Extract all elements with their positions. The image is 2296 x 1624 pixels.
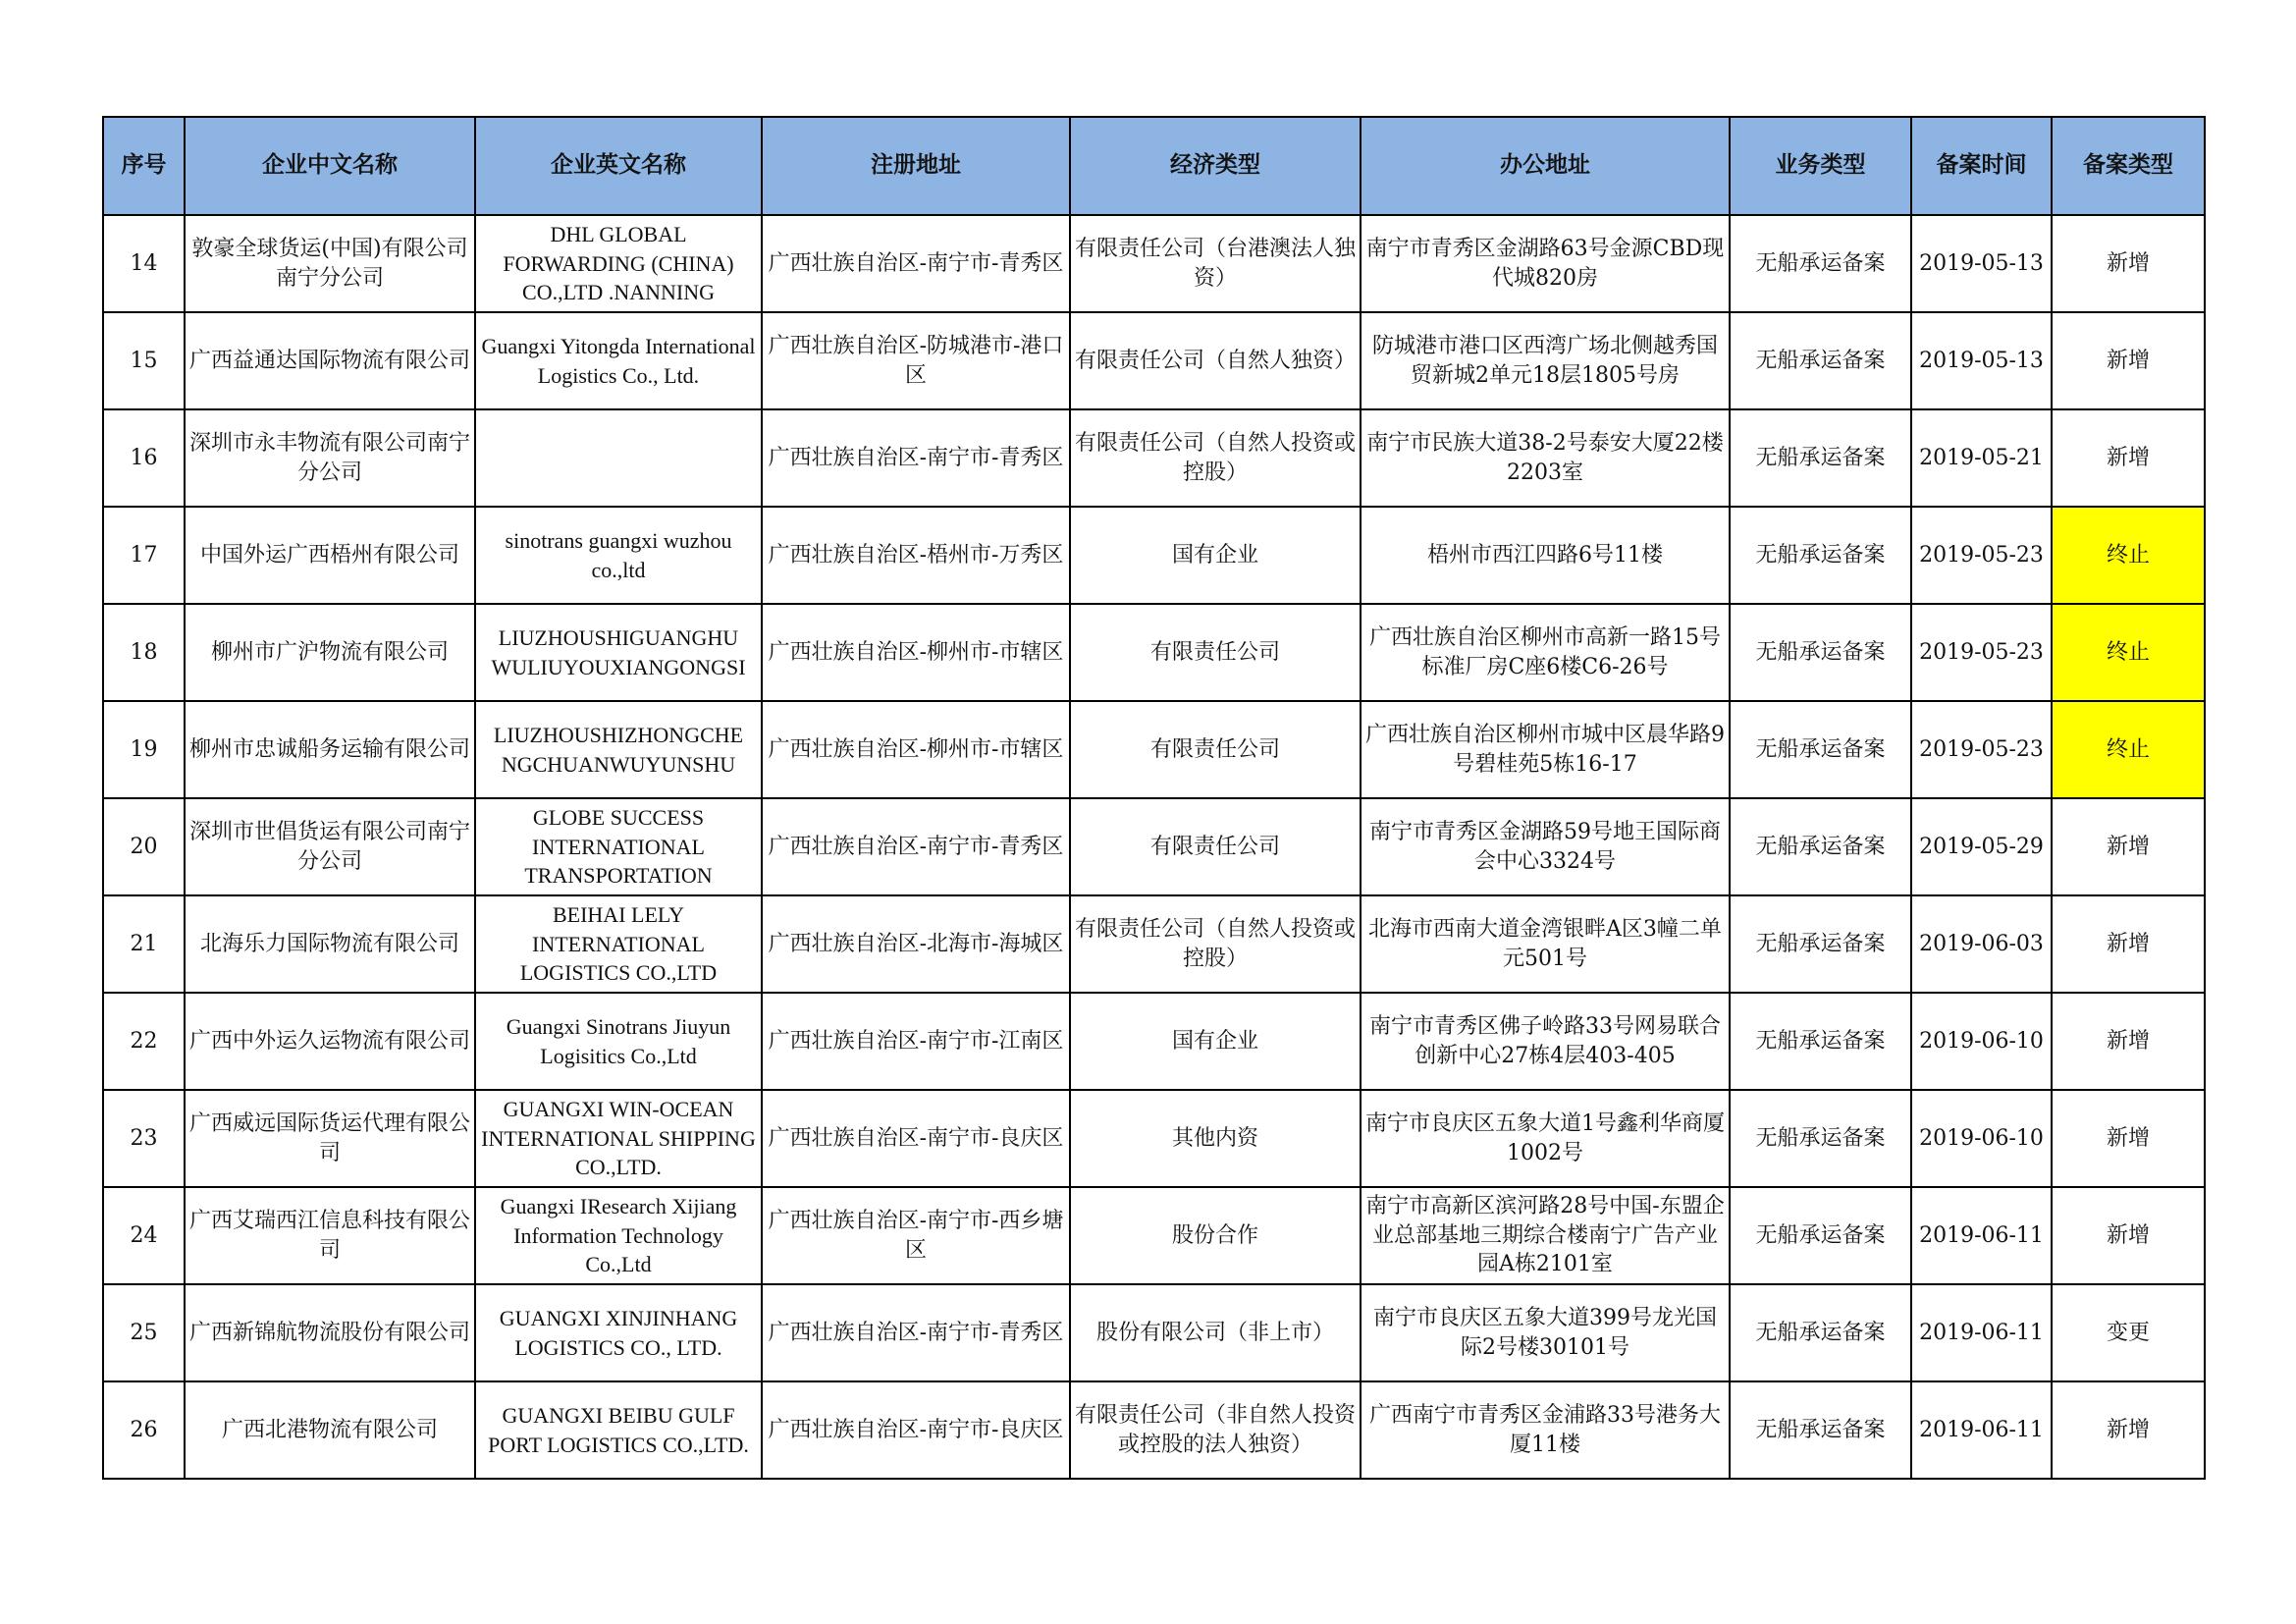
cell-econ-type: 有限责任公司（自然人投资或控股） — [1070, 895, 1361, 993]
cell-en-name: sinotrans guangxi wuzhou co.,ltd — [475, 507, 762, 604]
col-header-date: 备案时间 — [1911, 117, 2052, 215]
cell-reg-addr: 广西壮族自治区-南宁市-青秀区 — [762, 798, 1070, 895]
cell-reg-addr: 广西壮族自治区-南宁市-良庆区 — [762, 1090, 1070, 1187]
cell-filing-type: 新增 — [2052, 1090, 2205, 1187]
cell-office-addr: 南宁市青秀区金湖路59号地王国际商会中心3324号 — [1361, 798, 1730, 895]
cell-en-name: Guangxi Sinotrans Jiuyun Logisitics Co.,Ltd — [475, 993, 762, 1090]
cell-reg-addr: 广西壮族自治区-梧州市-万秀区 — [762, 507, 1070, 604]
table-row — [103, 1090, 2205, 1187]
cell-biz-type: 无船承运备案 — [1730, 1284, 1911, 1381]
table-row — [103, 993, 2205, 1090]
table-row — [103, 507, 2205, 604]
cell-filing-type: 新增 — [2052, 798, 2205, 895]
cell-date: 2019-05-13 — [1911, 312, 2052, 409]
cell-econ-type: 有限责任公司 — [1070, 798, 1361, 895]
col-header-biz-type: 业务类型 — [1730, 117, 1911, 215]
cell-office-addr: 南宁市青秀区金湖路63号金源CBD现代城820房 — [1361, 215, 1730, 312]
cell-econ-type: 股份有限公司（非上市） — [1070, 1284, 1361, 1381]
cell-econ-type: 股份合作 — [1070, 1187, 1361, 1284]
col-header-reg-addr: 注册地址 — [762, 117, 1070, 215]
filing-table — [102, 116, 2206, 1480]
header-row — [103, 117, 2205, 215]
cell-biz-type: 无船承运备案 — [1730, 409, 1911, 507]
cell-filing-type: 终止 — [2052, 604, 2205, 701]
col-header-no: 序号 — [103, 117, 185, 215]
cell-en-name: Guangxi IResearch Xijiang Information Technology Co.,Ltd — [475, 1187, 762, 1284]
table-row — [103, 215, 2205, 312]
cell-filing-type: 新增 — [2052, 215, 2205, 312]
cell-office-addr: 南宁市良庆区五象大道399号龙光国际2号楼30101号 — [1361, 1284, 1730, 1381]
cell-reg-addr: 广西壮族自治区-南宁市-青秀区 — [762, 409, 1070, 507]
cell-cn-name: 广西艾瑞西江信息科技有限公司 — [185, 1187, 475, 1284]
col-header-cn-name: 企业中文名称 — [185, 117, 475, 215]
cell-filing-type: 新增 — [2052, 409, 2205, 507]
cell-biz-type: 无船承运备案 — [1730, 604, 1911, 701]
table-row — [103, 1187, 2205, 1284]
cell-econ-type: 有限责任公司 — [1070, 701, 1361, 798]
col-header-en-name: 企业英文名称 — [475, 117, 762, 215]
table-body — [103, 215, 2205, 1479]
cell-biz-type: 无船承运备案 — [1730, 798, 1911, 895]
table-row — [103, 701, 2205, 798]
cell-office-addr: 梧州市西江四路6号11楼 — [1361, 507, 1730, 604]
cell-date: 2019-05-29 — [1911, 798, 2052, 895]
cell-filing-type: 终止 — [2052, 507, 2205, 604]
cell-date: 2019-05-23 — [1911, 701, 2052, 798]
col-header-office-addr: 办公地址 — [1361, 117, 1730, 215]
cell-office-addr: 南宁市青秀区佛子岭路33号网易联合创新中心27栋4层403-405 — [1361, 993, 1730, 1090]
cell-date: 2019-06-11 — [1911, 1187, 2052, 1284]
cell-date: 2019-06-10 — [1911, 993, 2052, 1090]
cell-econ-type: 其他内资 — [1070, 1090, 1361, 1187]
table-row — [103, 895, 2205, 993]
cell-biz-type: 无船承运备案 — [1730, 1187, 1911, 1284]
cell-en-name: GUANGXI XINJINHANG LOGISTICS CO., LTD. — [475, 1284, 762, 1381]
cell-econ-type: 国有企业 — [1070, 507, 1361, 604]
table-row — [103, 1381, 2205, 1479]
cell-econ-type: 有限责任公司（非自然人投资或控股的法人独资） — [1070, 1381, 1361, 1479]
cell-en-name: LIUZHOUSHIZHONGCHE NGCHUANWUYUNSHU — [475, 701, 762, 798]
cell-cn-name: 北海乐力国际物流有限公司 — [185, 895, 475, 993]
cell-en-name: BEIHAI LELY INTERNATIONAL LOGISTICS CO.,LTD — [475, 895, 762, 993]
cell-date: 2019-06-03 — [1911, 895, 2052, 993]
cell-no: 21 — [103, 895, 185, 993]
cell-reg-addr: 广西壮族自治区-南宁市-西乡塘区 — [762, 1187, 1070, 1284]
cell-en-name: LIUZHOUSHIGUANGHU WULIUYOUXIANGONGSI — [475, 604, 762, 701]
cell-reg-addr: 广西壮族自治区-南宁市-青秀区 — [762, 215, 1070, 312]
cell-date: 2019-06-11 — [1911, 1381, 2052, 1479]
cell-office-addr: 南宁市民族大道38-2号泰安大厦22楼2203室 — [1361, 409, 1730, 507]
cell-cn-name: 广西益通达国际物流有限公司 — [185, 312, 475, 409]
cell-cn-name: 广西北港物流有限公司 — [185, 1381, 475, 1479]
cell-biz-type: 无船承运备案 — [1730, 895, 1911, 993]
cell-office-addr: 广西南宁市青秀区金浦路33号港务大厦11楼 — [1361, 1381, 1730, 1479]
cell-office-addr: 南宁市高新区滨河路28号中国-东盟企业总部基地三期综合楼南宁广告产业园A栋2101室 — [1361, 1187, 1730, 1284]
cell-en-name: GUANGXI BEIBU GULF PORT LOGISTICS CO.,LTD. — [475, 1381, 762, 1479]
cell-cn-name: 深圳市永丰物流有限公司南宁分公司 — [185, 409, 475, 507]
cell-reg-addr: 广西壮族自治区-柳州市-市辖区 — [762, 604, 1070, 701]
cell-biz-type: 无船承运备案 — [1730, 215, 1911, 312]
cell-biz-type: 无船承运备案 — [1730, 507, 1911, 604]
cell-date: 2019-05-21 — [1911, 409, 2052, 507]
cell-en-name: Guangxi Yitongda International Logistics Co., Ltd. — [475, 312, 762, 409]
table-row — [103, 312, 2205, 409]
cell-biz-type: 无船承运备案 — [1730, 312, 1911, 409]
cell-filing-type: 新增 — [2052, 312, 2205, 409]
cell-cn-name: 广西新锦航物流股份有限公司 — [185, 1284, 475, 1381]
cell-biz-type: 无船承运备案 — [1730, 1090, 1911, 1187]
cell-econ-type: 国有企业 — [1070, 993, 1361, 1090]
cell-cn-name: 深圳市世倡货运有限公司南宁分公司 — [185, 798, 475, 895]
cell-office-addr: 防城港市港口区西湾广场北侧越秀国贸新城2单元18层1805号房 — [1361, 312, 1730, 409]
cell-econ-type: 有限责任公司（自然人独资） — [1070, 312, 1361, 409]
cell-cn-name: 中国外运广西梧州有限公司 — [185, 507, 475, 604]
cell-filing-type: 新增 — [2052, 895, 2205, 993]
cell-filing-type: 变更 — [2052, 1284, 2205, 1381]
cell-biz-type: 无船承运备案 — [1730, 993, 1911, 1090]
cell-en-name: GUANGXI WIN-OCEAN INTERNATIONAL SHIPPING CO.,LTD. — [475, 1090, 762, 1187]
cell-no: 14 — [103, 215, 185, 312]
table-row — [103, 798, 2205, 895]
cell-reg-addr: 广西壮族自治区-北海市-海城区 — [762, 895, 1070, 993]
col-header-econ-type: 经济类型 — [1070, 117, 1361, 215]
cell-date: 2019-06-11 — [1911, 1284, 2052, 1381]
cell-no: 18 — [103, 604, 185, 701]
cell-no: 24 — [103, 1187, 185, 1284]
cell-filing-type: 新增 — [2052, 1187, 2205, 1284]
cell-econ-type: 有限责任公司（自然人投资或控股） — [1070, 409, 1361, 507]
cell-econ-type: 有限责任公司 — [1070, 604, 1361, 701]
cell-no: 17 — [103, 507, 185, 604]
cell-date: 2019-05-13 — [1911, 215, 2052, 312]
cell-reg-addr: 广西壮族自治区-防城港市-港口区 — [762, 312, 1070, 409]
table-row — [103, 409, 2205, 507]
cell-no: 20 — [103, 798, 185, 895]
cell-biz-type: 无船承运备案 — [1730, 1381, 1911, 1479]
cell-office-addr: 北海市西南大道金湾银畔A区3幢二单元501号 — [1361, 895, 1730, 993]
cell-cn-name: 广西中外运久运物流有限公司 — [185, 993, 475, 1090]
table-row — [103, 604, 2205, 701]
cell-no: 15 — [103, 312, 185, 409]
cell-reg-addr: 广西壮族自治区-柳州市-市辖区 — [762, 701, 1070, 798]
cell-en-name — [475, 409, 762, 507]
cell-office-addr: 广西壮族自治区柳州市高新一路15号标准厂房C座6楼C6-26号 — [1361, 604, 1730, 701]
cell-no: 26 — [103, 1381, 185, 1479]
cell-no: 25 — [103, 1284, 185, 1381]
cell-date: 2019-05-23 — [1911, 507, 2052, 604]
cell-filing-type: 新增 — [2052, 993, 2205, 1090]
cell-en-name: GLOBE SUCCESS INTERNATIONAL TRANSPORTATION — [475, 798, 762, 895]
cell-no: 22 — [103, 993, 185, 1090]
cell-en-name: DHL GLOBAL FORWARDING (CHINA) CO.,LTD .NANNING — [475, 215, 762, 312]
cell-cn-name: 广西威远国际货运代理有限公司 — [185, 1090, 475, 1187]
cell-cn-name: 柳州市广沪物流有限公司 — [185, 604, 475, 701]
cell-reg-addr: 广西壮族自治区-南宁市-良庆区 — [762, 1381, 1070, 1479]
cell-date: 2019-05-23 — [1911, 604, 2052, 701]
cell-filing-type: 终止 — [2052, 701, 2205, 798]
cell-econ-type: 有限责任公司（台港澳法人独资） — [1070, 215, 1361, 312]
cell-filing-type: 新增 — [2052, 1381, 2205, 1479]
cell-cn-name: 敦豪全球货运(中国)有限公司南宁分公司 — [185, 215, 475, 312]
cell-no: 16 — [103, 409, 185, 507]
cell-no: 19 — [103, 701, 185, 798]
cell-office-addr: 南宁市良庆区五象大道1号鑫利华商厦1002号 — [1361, 1090, 1730, 1187]
cell-biz-type: 无船承运备案 — [1730, 701, 1911, 798]
cell-office-addr: 广西壮族自治区柳州市城中区晨华路9号碧桂苑5栋16-17 — [1361, 701, 1730, 798]
col-header-filing-type: 备案类型 — [2052, 117, 2205, 215]
cell-cn-name: 柳州市忠诚船务运输有限公司 — [185, 701, 475, 798]
cell-reg-addr: 广西壮族自治区-南宁市-江南区 — [762, 993, 1070, 1090]
cell-date: 2019-06-10 — [1911, 1090, 2052, 1187]
table-row — [103, 1284, 2205, 1381]
cell-no: 23 — [103, 1090, 185, 1187]
cell-reg-addr: 广西壮族自治区-南宁市-青秀区 — [762, 1284, 1070, 1381]
